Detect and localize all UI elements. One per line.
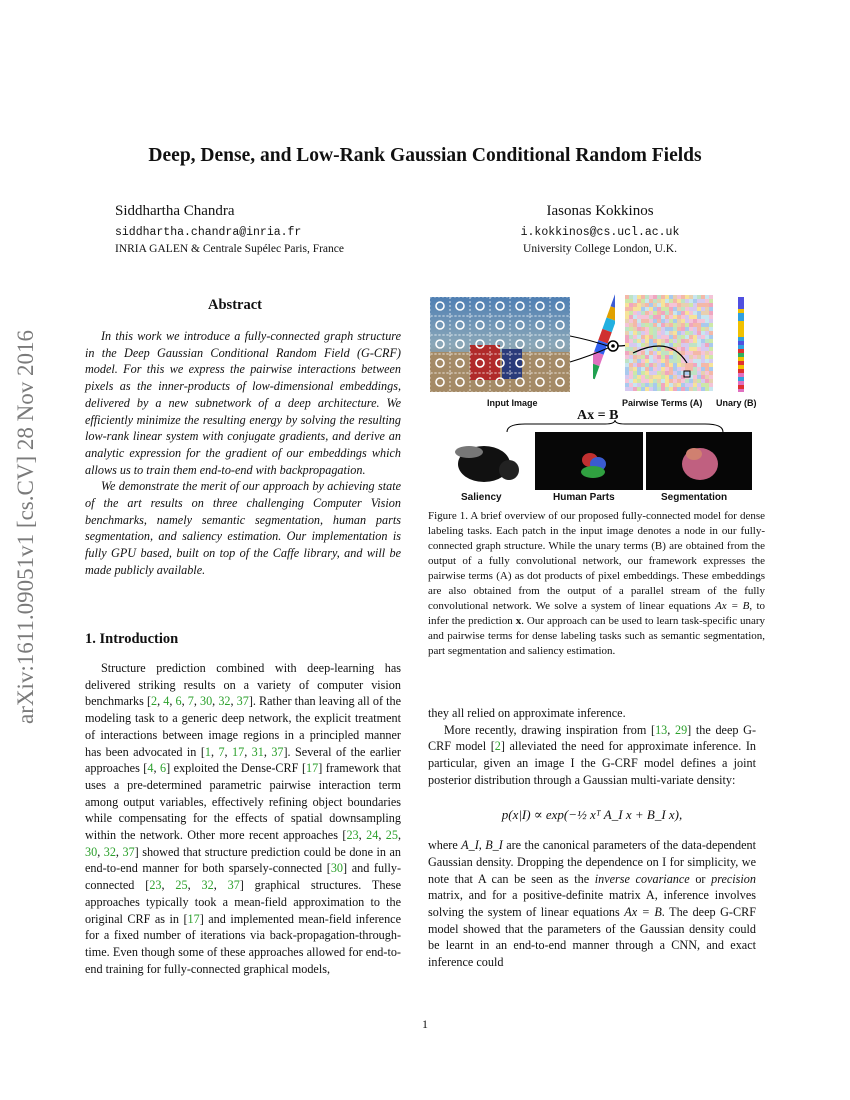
figure-caption: Figure 1. A brief overview of our proposed fully-connected model for dense labeling tasks. Each patch in the input image denotes a node in our fully-connected graph structure. While the unary terms (B) are obtained from the output of a fully convolutional network, our framework expresses the pairwise terms (A) as dot products of pixel embeddings. These embeddings are also obtained from the output of a parallel stream of the fully convolutional network. We solve a system of linear equations Ax = B, to infer the prediction x. Our approach can be used to learn task-specific unary and pairwise terms for dense labeling tasks such as semantic segmentation, part segmentation and saliency estimation.	[428, 510, 765, 657]
citation[interactable]: 4	[147, 761, 154, 776]
citation[interactable]: 25	[175, 878, 188, 893]
citation-group[interactable]: 23, 25, 32, 37	[149, 878, 240, 893]
citation[interactable]: 7	[218, 744, 225, 759]
intro-paragraph: Structure prediction combined with deep-learning has delivered striking results on a variety of computer vision benchmarks [2, 4, 6, 7, 30, 32, 37]. Rather than leaving all of the modeling task to a generic deep network, the explicit treatment of interactions between image regions in a principled manner has been advocated in [1, 7, 17, 31, 37]. Several of the earlier approaches [4, 6] exploited the Dense-CRF [17] framework that uses a pre-determined parametric pairwise interaction term among output variables, effectively refining object boundaries while compensating for the effects of spatial downsampling within the network. Other more recent approaches [23, 24, 25, 30, 32, 37] showed that structure prediction could be done in an end-to-end manner for both sparsely-connected [30] and fully-connected [23, 25, 32, 37] graphical structures. These approaches typically took a mean-field approximation to the original CRF as in [17] and implemented mean-field inference for a fixed number of iterations via back-propagation-through-time. Even though some of these approaches allowed for end-to-end training for fully-connected graphical models,	[85, 661, 402, 976]
input-image-grid	[430, 297, 570, 392]
citation[interactable]: 29	[674, 722, 688, 737]
segmentation-panel	[646, 432, 752, 490]
saliency-panel	[429, 432, 533, 490]
paper-title: Deep, Dense, and Low-Rank Gaussian Conditional Random Fields	[148, 145, 702, 166]
intro-body	[85, 660, 401, 977]
human-parts-panel	[535, 432, 643, 490]
author-affiliation: University College London, U.K.	[523, 243, 677, 255]
citation-group[interactable]: 13, 29	[655, 722, 688, 737]
citation[interactable]: 32	[201, 878, 214, 893]
citation[interactable]: 30	[199, 694, 213, 709]
author-affiliation: INRIA GALEN & Centrale Supélec Paris, France	[115, 243, 344, 255]
citation[interactable]: 6	[175, 694, 182, 709]
citation[interactable]: 4	[163, 694, 170, 709]
precision-paragraph: where A_I, B_I are the canonical parameters of the data-dependent Gaussian density. Dropping the dependence on I for simplicity, we note that A can be seen as the inverse covariance or precision matrix, and for a positive-definite matrix A, inference involves solving the system of linear equations Ax = B. The deep G-CRF model showed that the parameters of the Gaussian density could be learnt in an end-to-end manner through a CNN, and exact inference could	[428, 838, 756, 970]
citation[interactable]: 32	[103, 844, 116, 859]
author-email[interactable]: i.kokkinos@cs.ucl.ac.uk	[520, 226, 680, 239]
intro-heading: 1. Introduction	[85, 631, 179, 647]
citation-group[interactable]: 23, 24, 25, 30, 32, 37	[85, 828, 402, 859]
citation[interactable]: 13	[655, 722, 668, 737]
continued-text: they all relied on approximate inference.	[428, 706, 626, 720]
abstract-body	[85, 328, 401, 579]
citation[interactable]: 32	[218, 694, 231, 709]
unary-column	[738, 297, 746, 392]
author-2	[470, 203, 730, 255]
author-email[interactable]: siddhartha.chandra@inria.fr	[115, 226, 302, 239]
abstract-paragraph-2: We demonstrate the merit of our approach by achieving state of the art results on three challenging Computer Vision benchmarks, namely semantic segmentation, human parts segmentation, and saliency estimation. Our implementation is fully GPU based, built on top of the Caffe library, and will be made publicly available.	[85, 479, 401, 577]
citation[interactable]: 7	[187, 694, 194, 709]
page-number: 1	[422, 1017, 428, 1031]
label-pairwise: Pairwise Terms (A)	[622, 398, 703, 408]
arxiv-stamp: arXiv:1611.09051v1 [cs.CV] 28 Nov 2016	[13, 330, 38, 724]
citation[interactable]: 1	[204, 744, 211, 759]
label-segmentation: Segmentation	[661, 492, 728, 503]
citation[interactable]: 37	[227, 878, 240, 893]
citation[interactable]: 25	[385, 828, 398, 843]
citation[interactable]: 31	[251, 744, 264, 759]
label-human-parts: Human Parts	[553, 492, 615, 503]
label-equation: Ax = B	[577, 408, 619, 423]
citation[interactable]: 17	[306, 761, 319, 776]
right-column-body	[428, 705, 756, 971]
citation[interactable]: 17	[232, 744, 245, 759]
citation[interactable]: 30	[330, 861, 344, 876]
pairwise-matrix	[625, 295, 715, 392]
author-name: Iasonas Kokkinos	[546, 203, 654, 219]
author-1	[115, 203, 375, 255]
citation[interactable]: 37	[122, 844, 135, 859]
citation[interactable]: 6	[160, 761, 167, 776]
gcrf-paragraph: More recently, drawing inspiration from [13, 29] the deep G-CRF model [2] alleviated the need for approximate inference. In particular, given an image I the G-CRF model defines a joint posterior distribution through a Gaussian multi-variate density:	[428, 722, 756, 787]
gaussian-equation: p(x|I) ∝ exp(−½ xᵀ A_I x + B_I x),	[501, 806, 683, 822]
citation[interactable]: 37	[236, 694, 249, 709]
author-name: Siddhartha Chandra	[115, 203, 235, 219]
citation[interactable]: 37	[271, 744, 284, 759]
label-input-image: Input Image	[487, 398, 538, 408]
citation[interactable]: 2	[494, 739, 501, 754]
abstract-heading: Abstract	[208, 297, 262, 313]
citation[interactable]: 30	[85, 844, 98, 859]
citation-group[interactable]: 2, 4, 6, 7, 30, 32, 37	[151, 694, 249, 709]
citation[interactable]: 2	[151, 694, 158, 709]
citation[interactable]: 23	[149, 878, 162, 893]
citation[interactable]: 17	[187, 911, 200, 926]
figure-1	[425, 292, 770, 507]
citation-group[interactable]: 4, 6	[147, 761, 167, 776]
label-unary: Unary (B)	[716, 398, 757, 408]
citation-group[interactable]: 1, 7, 17, 31, 37	[204, 744, 284, 759]
citation[interactable]: 23	[346, 828, 359, 843]
citation[interactable]: 24	[366, 828, 379, 843]
abstract-paragraph-1: In this work we introduce a fully-connected graph structure in the Deep Gaussian Conditional Random Field (G-CRF) model. For this we express the pairwise interactions between pixels as the inner-products of low-dimensional embeddings, delivered by a new subnetwork of a deep architecture. We efficiently minimize the resulting energy by solving the resulting low-rank linear system with conjugate gradients, and derive an analytic expression for the gradient of our embeddings which allows us to train them end-to-end with backpropagation.	[85, 329, 401, 477]
label-saliency: Saliency	[461, 492, 502, 503]
